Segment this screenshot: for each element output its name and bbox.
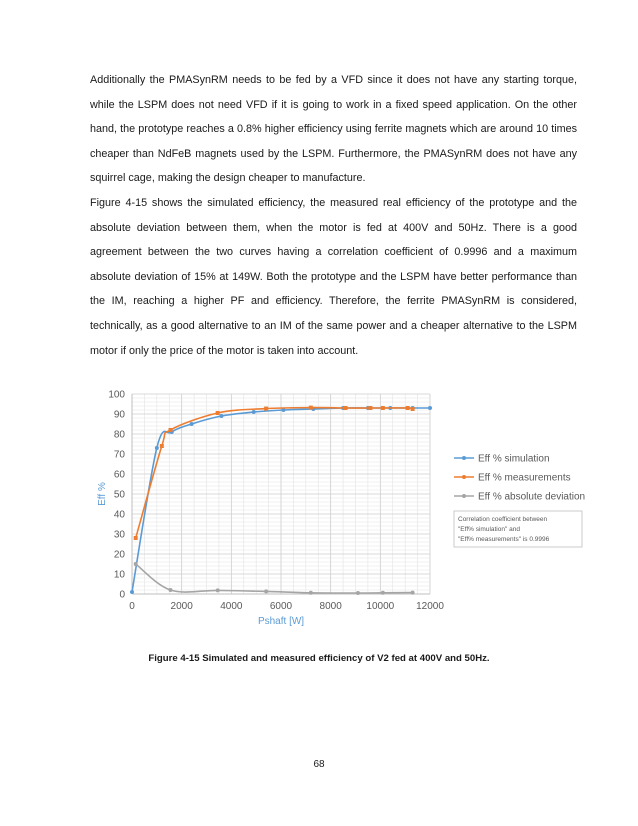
series-3-point	[356, 591, 360, 595]
series-3-point	[216, 588, 220, 592]
legend-marker-2	[462, 475, 466, 479]
series-2-point	[381, 406, 385, 410]
legend-marker-1	[462, 456, 466, 460]
y-tick-label: 80	[113, 429, 125, 441]
series-3-point	[134, 562, 138, 566]
y-tick-label: 40	[113, 509, 125, 521]
efficiency-chart	[92, 384, 592, 634]
series-2-point	[411, 407, 415, 411]
y-tick-label: 20	[113, 549, 125, 561]
series-2-point	[368, 406, 372, 410]
annotation-text: "Eff% measurements" is 0.9996	[458, 536, 550, 543]
series-3-point	[264, 589, 268, 593]
x-tick-label: 8000	[319, 601, 342, 612]
y-axis-label: Eff %	[97, 482, 108, 506]
y-tick-label: 90	[113, 409, 125, 421]
series-1-point	[130, 590, 134, 594]
figure-caption: Figure 4-15 Simulated and measured efficiency of V2 fed at 400V and 50Hz.	[148, 653, 490, 664]
x-tick-label: 0	[129, 601, 135, 612]
y-tick-label: 0	[119, 589, 125, 601]
legend-marker-3	[462, 494, 466, 498]
series-2-point	[344, 406, 348, 410]
series-1-point	[252, 410, 256, 414]
x-tick-label: 4000	[220, 601, 243, 612]
series-3-point	[411, 591, 415, 595]
x-tick-label: 10000	[366, 601, 395, 612]
series-2-point	[264, 407, 268, 411]
series-1-point	[219, 414, 223, 418]
series-2-point	[134, 536, 138, 540]
annotation-text: "Eff% simulation" and	[458, 526, 520, 533]
series-2-point	[168, 428, 172, 432]
series-1-point	[190, 422, 194, 426]
x-tick-label: 2000	[170, 601, 193, 612]
page-number: 68	[313, 759, 325, 770]
series-2-point	[160, 444, 164, 448]
y-tick-label: 30	[113, 529, 125, 541]
series-2-point	[216, 411, 220, 415]
paragraph-2: Figure 4-15 shows the simulated efficiency, the measured real efficiency of the prototype and the absolute deviation between them, when the motor is fed at 400V and 50Hz. There is a good agreement between the two curves having a correlation coefficient of 0.9996 and a maximum absolute deviation of 15% at 149W. Both the prototype and the LSPM have better performance than the IM, reaching a higher PF and efficiency. Therefore, the ferrite PMASynRM is considered, technically, as a good alternative to an IM of the same power and a cheaper alternative to the LSPM motor if only the price of the motor is taken into account.	[90, 197, 577, 357]
series-3-point	[309, 591, 313, 595]
annotation-text: Correlation coefficient between	[458, 516, 548, 523]
series-3-point	[381, 591, 385, 595]
y-tick-label: 50	[113, 489, 125, 501]
series-3-point	[168, 588, 172, 592]
y-tick-label: 70	[113, 449, 125, 461]
paragraph-1: Additionally the PMASynRM needs to be fed by a VFD since it does not have any starting torque, while the LSPM does not need VFD if it is going to work in a fixed speed application. On the other hand, the prototype reaches a 0.8% higher efficiency using ferrite magnets which are around 10 times cheaper than NdFeB magnets used by the LSPM. Furthermore, the PMASynRM does not have any squirrel cage, making the design cheaper to manufacture.	[90, 74, 577, 185]
x-tick-label: 12000	[416, 601, 444, 612]
legend-label-1: Eff % simulation	[478, 453, 550, 465]
series-2-point	[406, 406, 410, 410]
y-tick-label: 100	[108, 389, 125, 401]
x-tick-label: 6000	[269, 601, 293, 612]
x-axis-label: Pshaft [W]	[257, 616, 305, 627]
legend-label-2: Eff % measurements	[478, 472, 571, 484]
y-tick-label: 60	[113, 469, 125, 481]
y-tick-label: 10	[113, 569, 125, 581]
series-2-point	[309, 406, 313, 410]
series-1-point	[155, 446, 159, 450]
legend-label-3: Eff % absolute deviation	[478, 491, 586, 503]
series-1-point	[428, 406, 432, 410]
